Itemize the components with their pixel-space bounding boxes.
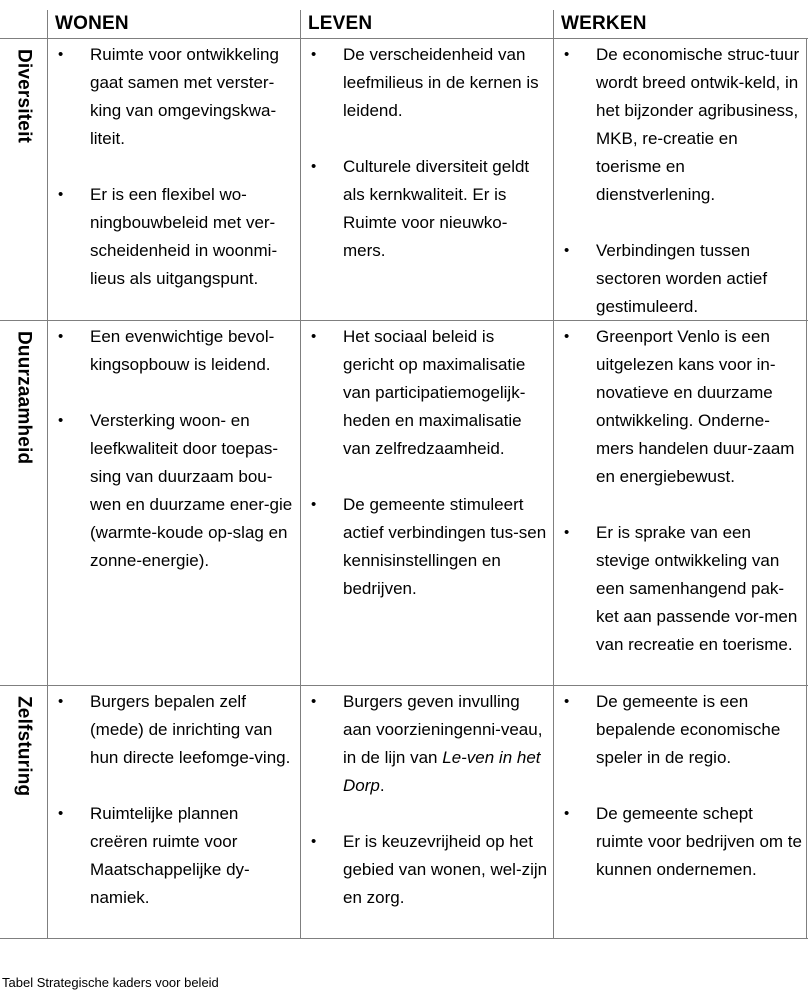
bullet-text: De gemeente schept ruimte voor bedrijven om te kunnen ondernemen. xyxy=(596,804,802,879)
row-header-zelfsturing xyxy=(0,686,47,938)
cell-zelfsturing-wonen xyxy=(54,688,296,912)
bullet-text xyxy=(343,692,542,795)
bullet-icon: • xyxy=(58,328,64,345)
cell-duurzaamheid-wonen xyxy=(54,323,296,575)
list-item xyxy=(560,237,802,321)
list-item xyxy=(560,41,802,209)
bullet-text: Een evenwichtige bevol-kingsopbouw is leidend. xyxy=(90,327,275,374)
bullet-icon: • xyxy=(58,805,64,822)
bullet-icon: • xyxy=(564,693,570,710)
bullet-text-italic: Le-ven in het Dorp xyxy=(343,748,541,795)
bullet-text: Versterking woon- en leefkwaliteit door toepas-sing van duurzaam bou-wen en duurzame ener-gie (warmte-koude op-slag en zonne-energie). xyxy=(90,411,293,570)
bullet-icon: • xyxy=(311,693,317,710)
table-rule-2 xyxy=(0,685,808,686)
bullet-icon: • xyxy=(311,46,317,63)
bullet-text: Er is keuzevrijheid op het gebied van wonen, wel-zijn en zorg. xyxy=(343,832,548,907)
bullet-text: Ruimtelijke plannen creëren ruimte voor Maatschappelijke dy-namiek. xyxy=(90,804,250,907)
bullet-text: Er is sprake van een stevige ontwikkeling van een samenhangend pak-ket aan passende vor-men van recreatie en toerisme. xyxy=(596,523,798,654)
table-col-divider-0 xyxy=(47,10,48,939)
table-rule-bottom xyxy=(0,938,808,939)
list-item xyxy=(307,41,549,125)
cell-zelfsturing-werken xyxy=(560,688,802,884)
column-header-leven: LEVEN xyxy=(308,13,373,34)
table-col-divider-2 xyxy=(553,10,554,939)
row-label-zelfsturing: Zelfsturing xyxy=(13,696,35,797)
list-item xyxy=(54,181,296,293)
list-item xyxy=(560,323,802,491)
cell-duurzaamheid-werken xyxy=(560,323,802,659)
bullet-icon: • xyxy=(564,524,570,541)
bullet-text: Burgers bepalen zelf (mede) de inrichting van hun directe leefomge-ving. xyxy=(90,692,291,767)
bullet-icon: • xyxy=(311,158,317,175)
list-item xyxy=(307,688,549,800)
table-col-divider-1 xyxy=(300,10,301,939)
list-item xyxy=(307,323,549,463)
cell-zelfsturing-leven xyxy=(307,688,549,912)
list-item xyxy=(54,407,296,575)
list-item xyxy=(54,688,296,772)
bullet-text: De verscheidenheid van leefmilieus in de kernen is leidend. xyxy=(343,45,539,120)
list-item xyxy=(560,800,802,884)
list-item xyxy=(560,519,802,659)
cell-diversiteit-wonen xyxy=(54,41,296,293)
bullet-icon: • xyxy=(564,328,570,345)
row-header-duurzaamheid xyxy=(0,321,47,685)
bullet-text: Het sociaal beleid is gericht op maximalisatie van participatiemogelijk-heden en maximalisatie van zelfredzaamheid. xyxy=(343,327,526,458)
bullet-text: De gemeente stimuleert actief verbindingen tus-sen kennisinstellingen en bedrijven. xyxy=(343,495,547,598)
list-item xyxy=(54,323,296,379)
bullet-text: Culturele diversiteit geldt als kernkwaliteit. Er is Ruimte voor nieuwko-mers. xyxy=(343,157,530,260)
bullet-icon: • xyxy=(311,496,317,513)
bullet-text: Er is een flexibel wo-ningbouwbeleid met ver-scheidenheid in woonmi-lieus als uitgangspunt. xyxy=(90,185,278,288)
bullet-text: De gemeente is een bepalende economische speler in de regio. xyxy=(596,692,781,767)
bullet-icon: • xyxy=(564,805,570,822)
table-rule-top xyxy=(0,38,808,39)
list-item xyxy=(560,688,802,772)
table-col-divider-3 xyxy=(806,38,807,939)
table-caption: Tabel Strategische kaders voor beleid xyxy=(2,975,219,990)
bullet-icon: • xyxy=(564,242,570,259)
list-item xyxy=(307,491,549,603)
cell-duurzaamheid-leven xyxy=(307,323,549,603)
bullet-icon: • xyxy=(564,46,570,63)
bullet-text-start: Burgers geven invulling aan voorzieningenni-veau, in de lijn van xyxy=(343,692,543,767)
list-item xyxy=(307,828,549,912)
cell-diversiteit-leven xyxy=(307,41,549,265)
list-item xyxy=(307,153,549,265)
list-item xyxy=(54,41,296,153)
bullet-icon: • xyxy=(58,186,64,203)
column-header-wonen: WONEN xyxy=(55,13,129,34)
bullet-text: Greenport Venlo is een uitgelezen kans voor in-novatieve en duurzame ontwikkeling. Onderne-mers handelen duur-zaam en energiebewust. xyxy=(596,327,795,486)
bullet-icon: • xyxy=(58,693,64,710)
row-label-diversiteit: Diversiteit xyxy=(13,49,35,144)
bullet-icon: • xyxy=(311,328,317,345)
bullet-text: De economische struc-tuur wordt breed ontwik-keld, in het bijzonder agribusiness, MKB, re-creatie en toerisme en dienstverlening. xyxy=(596,45,800,204)
bullet-icon: • xyxy=(311,833,317,850)
row-header-diversiteit xyxy=(0,39,47,320)
cell-diversiteit-werken xyxy=(560,41,802,321)
bullet-icon: • xyxy=(58,46,64,63)
list-item xyxy=(54,800,296,912)
bullet-text: Verbindingen tussen sectoren worden actief gestimuleerd. xyxy=(596,241,768,316)
bullet-icon: • xyxy=(58,412,64,429)
row-label-duurzaamheid: Duurzaamheid xyxy=(13,331,35,465)
bullet-text-end: . xyxy=(379,776,385,795)
bullet-text: Ruimte voor ontwikkeling gaat samen met verster-king van omgevingskwa-liteit. xyxy=(90,45,279,148)
column-header-werken: WERKEN xyxy=(561,13,647,34)
